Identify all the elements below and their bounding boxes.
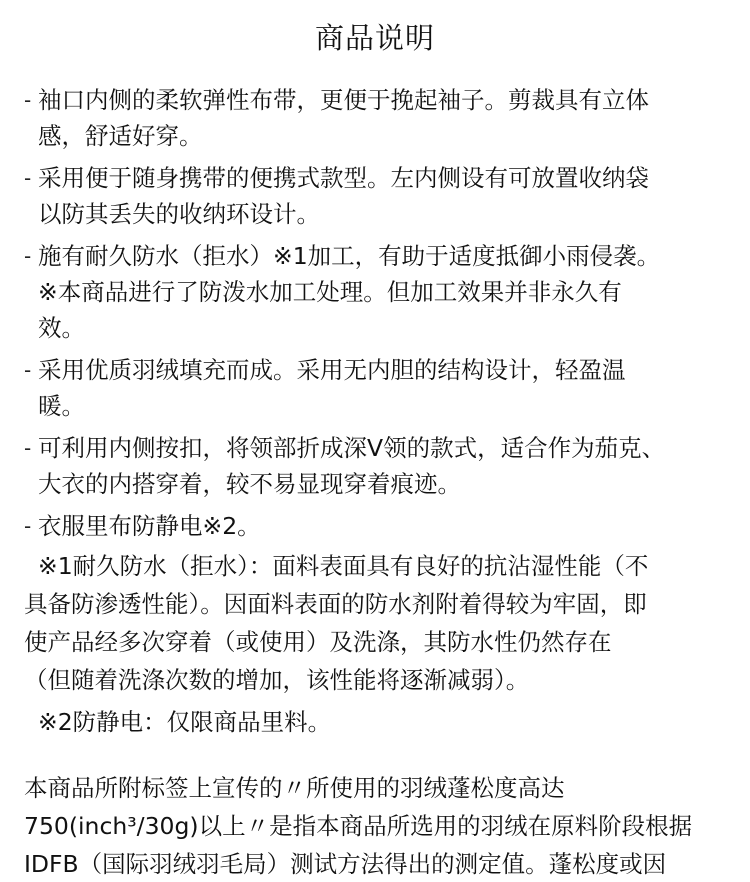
line-text: 暖。 [38, 392, 85, 420]
footnote-line [0, 548, 750, 584]
footnote-line [0, 586, 750, 622]
continuation-line [0, 118, 750, 154]
continuation-line [0, 310, 750, 346]
line-text: 施有耐久防水（拒水）※1加工，有助于适度抵御小雨侵袭。 [38, 242, 661, 270]
line-text: ※2防静电：仅限商品里料。 [38, 708, 332, 736]
line-text: 可利用内侧按扣，将领部折成深V领的款式，适合作为茄克、 [38, 434, 666, 462]
line-text: 750(inch³/30g)以上〃是指本商品所选用的羽绒在原料阶段根据 [24, 812, 693, 840]
footnote-line [0, 662, 750, 698]
line-text: （但随着洗涤次数的增加，该性能将逐渐减弱）。 [24, 666, 530, 694]
fill-power-paragraph-line [0, 846, 750, 882]
footnote-line [0, 624, 750, 660]
line-text: 大衣的内搭穿着，较不易显现穿着痕迹。 [38, 470, 461, 498]
line-text: 以防其丢失的收纳环设计。 [38, 200, 320, 228]
line-text: 使产品经多次穿着（或使用）及洗涤，其防水性仍然存在 [24, 628, 612, 656]
line-text: ※本商品进行了防泼水加工处理。但加工效果并非永久有 [38, 278, 622, 306]
bullet-line-sleeve [0, 82, 750, 118]
continuation-line [0, 196, 750, 232]
line-text: 效。 [38, 314, 85, 342]
bullet-dash: - [24, 166, 32, 190]
line-text: 衣服里布防静电※2。 [38, 512, 261, 540]
line-text: 采用便于随身携带的便携式款型。左内侧设有可放置收纳袋 [38, 164, 649, 192]
line-text: 具备防渗透性能）。因面料表面的防水剂附着得较为牢固，即 [24, 590, 647, 618]
footnote-line [0, 704, 750, 740]
fill-power-paragraph-line [0, 808, 750, 844]
page-title: 商品说明 [314, 21, 435, 55]
line-text: 感，舒适好穿。 [38, 122, 203, 150]
continuation-line [0, 388, 750, 424]
bullet-dash: - [24, 358, 32, 382]
bullet-line-water-repellent [0, 238, 750, 274]
continuation-line [0, 466, 750, 502]
line-text: 采用优质羽绒填充而成。采用无内胆的结构设计，轻盈温 [38, 356, 626, 384]
bullet-dash: - [24, 514, 32, 538]
bullet-line-antistatic [0, 508, 750, 544]
bullet-line-collar [0, 430, 750, 466]
line-text: IDFB（国际羽绒羽毛局）测试方法得出的测定值。蓬松度或因 [24, 850, 667, 878]
bullet-dash: - [24, 88, 32, 112]
fill-power-paragraph-line [0, 770, 750, 806]
continuation-line [0, 274, 750, 310]
line-text: 袖口内侧的柔软弹性布带，更便于挽起袖子。剪裁具有立体 [38, 86, 649, 114]
bullet-line-down-fill [0, 352, 750, 388]
bullet-line-portable [0, 160, 750, 196]
bullet-dash: - [24, 244, 32, 268]
line-text: 本商品所附标签上宣传的〃所使用的羽绒蓬松度高达 [24, 774, 565, 802]
bullet-dash: - [24, 436, 32, 460]
line-text: ※1耐久防水（拒水）：面料表面具有良好的抗沾湿性能（不 [38, 552, 649, 580]
